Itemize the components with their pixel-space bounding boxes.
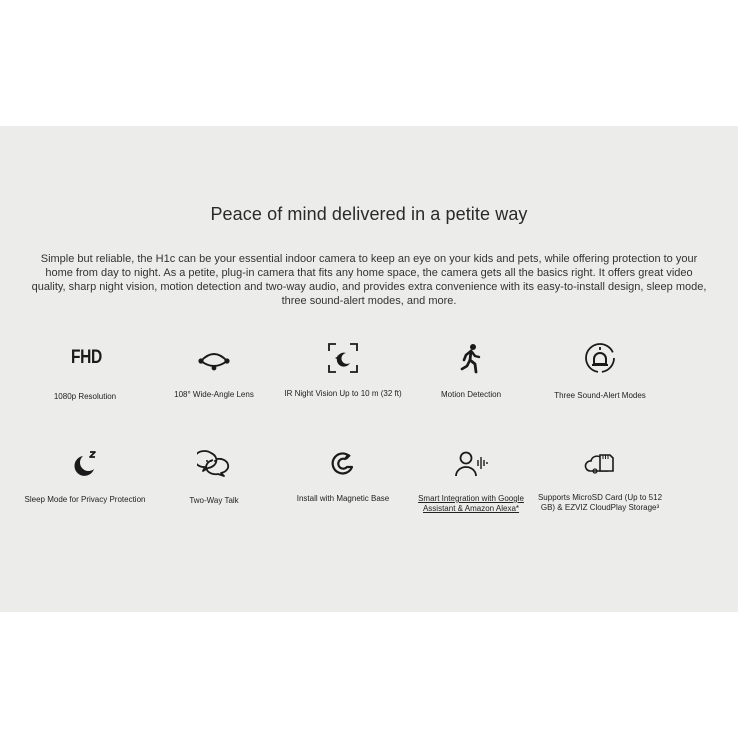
feature-label: Sleep Mode for Privacy Protection	[24, 495, 146, 504]
alarm-siren-icon	[583, 341, 617, 375]
night-vision-icon	[326, 341, 360, 375]
feature-wide-angle	[149, 341, 279, 400]
feature-label: 108° Wide-Angle Lens	[174, 390, 254, 399]
feature-label: Two-Way Talk	[189, 496, 239, 505]
feature-sleep-mode	[20, 447, 150, 505]
section-heading: Peace of mind delivered in a petite way	[210, 204, 528, 224]
two-way-talk-icon	[197, 447, 231, 481]
feature-label: Motion Detection	[440, 390, 502, 399]
feature-label: Install with Magnetic Base	[296, 494, 390, 503]
storage-icon	[583, 447, 617, 481]
feature-label: 1080p Resolution	[53, 392, 117, 401]
fhd-icon: FHD	[71, 347, 102, 368]
feature-smart-integration	[406, 447, 536, 513]
wide-angle-lens-icon	[197, 341, 231, 375]
feature-section	[0, 126, 738, 612]
feature-motion	[406, 341, 536, 400]
feature-resolution	[20, 341, 150, 402]
smart-integration-link[interactable]: Smart Integration with Google Assistant & Amazon Alexa*	[418, 494, 524, 513]
feature-storage	[535, 447, 665, 512]
feature-night-vision	[278, 341, 408, 399]
motion-detection-icon	[454, 341, 488, 375]
feature-label: IR Night Vision Up to 10 m (32 ft)	[284, 389, 402, 398]
feature-two-way-talk	[149, 447, 279, 506]
voice-assistant-icon	[454, 447, 488, 481]
magnet-icon	[326, 447, 360, 481]
sleep-mode-icon	[68, 447, 102, 481]
feature-sound-alert	[535, 341, 665, 401]
section-intro: Simple but reliable, the H1c can be your essential indoor camera to keep an eye on your kids and pets, while offering protection to your home from day to night. As a petite, plug-in camera that fits any home space, the camera gets all the basics right. It offers great video quality, sharp night vision, motion detection and two-way audio, and provides extra convenience with its easy-to-install design, sleep mode, three sound-alert modes, and more.	[31, 253, 707, 307]
feature-label: Supports MicroSD Card (Up to 512 GB) & EZVIZ CloudPlay Storage³	[537, 493, 663, 512]
feature-magnetic-base	[278, 447, 408, 504]
feature-label: Three Sound-Alert Modes	[554, 391, 646, 400]
